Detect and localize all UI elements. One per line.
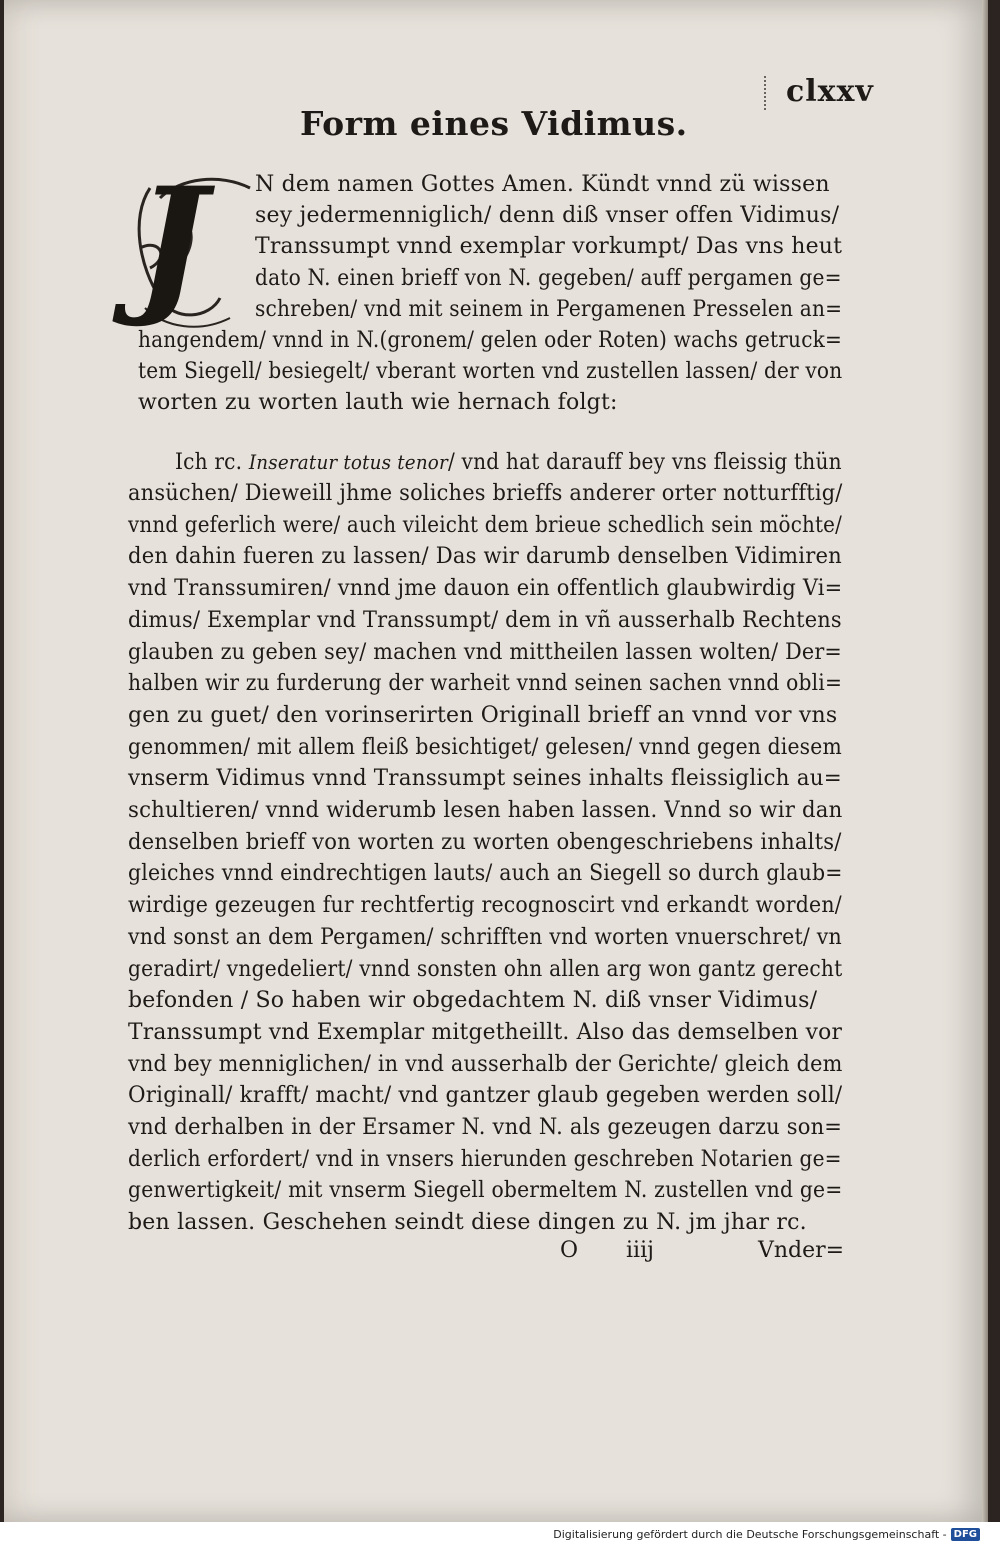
text-line: vnd bey menniglichen/ in vnd ausserhalb der Gerichte/ gleich dem [128,1051,843,1077]
first-line-prefix: Ich rc. [175,450,249,475]
text-line: den dahin fueren zu lassen/ Das wir darumb denselben Vidimiren [128,544,842,570]
page-title: Form eines Vidimus. [300,104,688,143]
text-line: vnd sonst an dem Pergamen/ schrifften vnd worten vnuerschret/ vn [128,924,842,950]
text-line: glauben zu geben sey/ machen vnd mittheilen lassen wolten/ Der= [128,639,842,665]
text-line: schreben/ vnd mit seinem in Pergamenen Presselen an= [255,296,843,322]
text-line: vnd derhalben in der Ersamer N. vnd N. als gezeugen darzu son= [128,1115,843,1140]
text-line: gleiches vnnd eindrechtigen lauts/ auch an Siegell so durch glaub= [128,861,843,887]
paragraph-body-first-line [175,450,842,475]
signature-number: iiij [626,1238,654,1263]
credit-text: Digitalisierung gefördert durch die Deutsche Forschungsgemeinschaft - [553,1527,947,1541]
text-line: halben wir zu furderung der warheit vnnd seinen sachen vnnd obli= [128,671,843,697]
first-line-italic: Inseratur totus tenor [248,450,448,474]
text-line: N dem namen Gottes Amen. Kündt vnnd zü wissen [255,172,830,197]
digitization-credit [553,1525,980,1543]
folio-number: clxxv [786,74,874,109]
text-line: sey jedermenniglich/ denn diß vnser offen Vidimus/ [255,203,840,229]
text-line: dato N. einen brieff von N. gegeben/ auff pergamen ge= [255,265,842,291]
text-line: genwertigkeit/ mit vnserm Siegell obermeltem N. zustellen vnd ge= [128,1178,843,1204]
dfg-logo: DFG [951,1528,980,1541]
text-line: Transsumpt vnd Exemplar mitgetheillt. Also das demselben vor [128,1019,843,1045]
text-line: derlich erfordert/ vnd in vnsers hierunden geschreben Notarien ge= [128,1146,842,1172]
text-line: ben lassen. Geschehen seindt diese dingen zu N. jm jhar rc. [128,1210,807,1236]
text-line: dimus/ Exemplar vnd Transsumpt/ dem in vñ ausserhalb Rechtens [128,607,842,633]
signature-mark: O [560,1238,579,1263]
text-line: befonden / So haben wir obgedachtem N. diß vnser Vidimus/ [128,988,818,1014]
text-line: vnd Transsumiren/ vnnd jme dauon ein offentlich glaubwirdig Vi= [128,576,843,602]
decorated-initial: J [136,155,207,331]
catchword: Vnder= [758,1238,845,1263]
text-line: hangendem/ vnnd in N.(gronem/ gelen oder Roten) wachs getruck= [138,328,843,353]
folio-mark [764,76,770,110]
text-line: tem Siegell/ besiegelt/ vberant worten vnd zustellen lassen/ der von [138,359,843,385]
text-line: worten zu worten lauth wie hernach folgt: [138,390,618,416]
text-line: Transsumpt vnnd exemplar vorkumpt/ Das vns heut [255,234,843,260]
text-line: Originall/ krafft/ macht/ vnd gantzer glaub gegeben werden soll/ [128,1083,843,1109]
text-line: ansüchen/ Dieweill jhme soliches brieffs anderer orter notturfftig/ [128,481,843,506]
text-line: vnnd geferlich were/ auch vileicht dem brieue schedlich sein möchte/ [128,512,843,538]
text-line: geradirt/ vngedeliert/ vnnd sonsten ohn allen arg won gantz gerecht [128,956,843,982]
text-line: vnserm Vidimus vnnd Transsumpt seines inhalts fleissiglich au= [128,766,842,792]
text-line: gen zu guet/ den vorinserirten Originall brieff an vnnd vor vns [128,702,838,728]
text-line: wirdige gezeugen fur rechtfertig recognoscirt vnd erkandt worden/ [128,893,842,919]
first-line-suffix: / vnd hat darauff bey vns fleissig thün [447,450,842,475]
text-line: schultieren/ vnnd widerumb lesen haben lassen. Vnnd so wir dan [128,798,843,823]
text-line: denselben brieff von worten zu worten obengeschriebens inhalts/ [128,829,842,855]
text-line: genommen/ mit allem fleiß besichtiget/ gelesen/ vnnd gegen diesem [128,734,842,760]
page-edge [982,0,988,1522]
